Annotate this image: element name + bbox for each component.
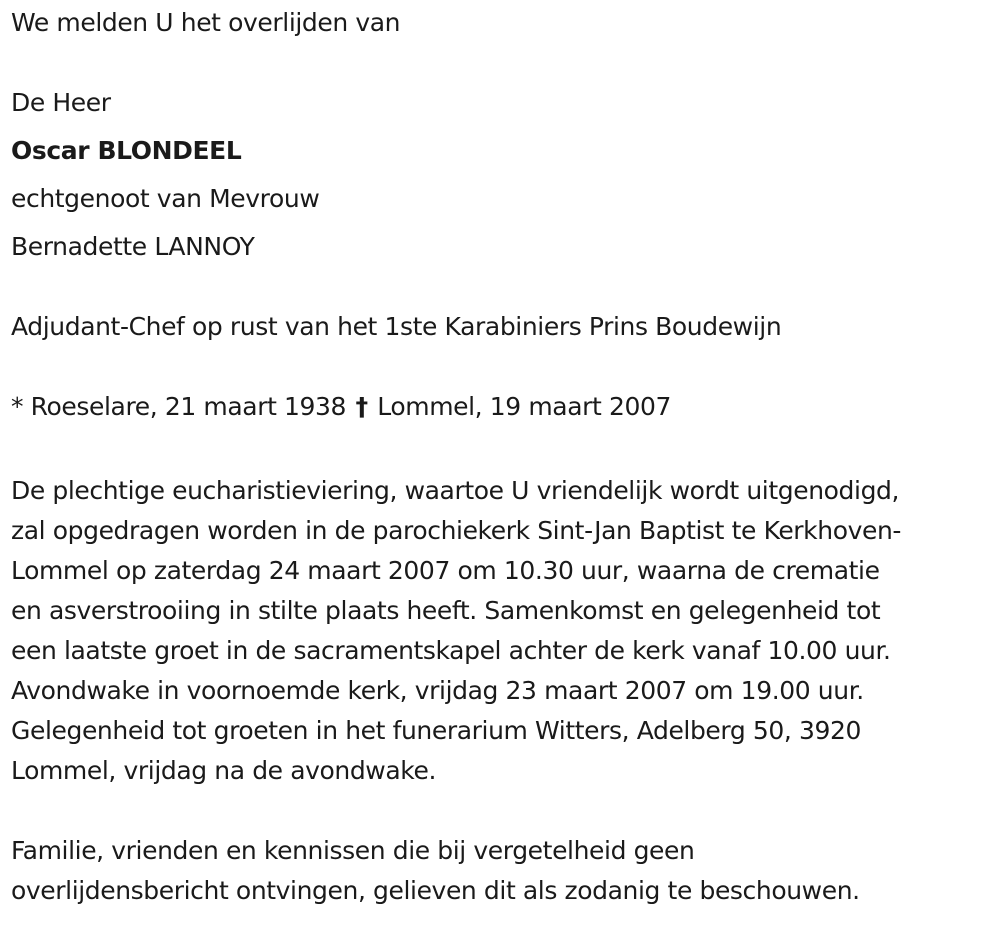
spouse-label: echtgenoot van Mevrouw [11, 184, 320, 213]
death-text: Lommel, 19 maart 2007 [377, 392, 671, 421]
ceremony-line: en asverstrooiing in stilte plaats heeft. Samenkomst en gelegenheid tot [11, 596, 881, 625]
ceremony-line: Lommel, vrijdag na de avondwake. [11, 756, 436, 785]
life-dates [11, 392, 671, 421]
closing-paragraph [11, 831, 860, 911]
birth-text: * Roeselare, 21 maart 1938 [11, 392, 347, 421]
ceremony-paragraph [11, 471, 901, 791]
rank-text: Adjudant-Chef op rust van het 1ste Karabiniers Prins Boudewijn [11, 312, 782, 341]
closing-line: overlijdensbericht ontvingen, gelieven dit als zodanig te beschouwen. [11, 876, 860, 905]
intro-text: We melden U het overlijden van [11, 8, 401, 37]
ceremony-line: zal opgedragen worden in de parochiekerk Sint-Jan Baptist te Kerkhoven- [11, 516, 902, 545]
ceremony-line: Avondwake in voornoemde kerk, vrijdag 23 maart 2007 om 19.00 uur. [11, 676, 864, 705]
cross-icon: † [355, 392, 368, 421]
honorific: De Heer [11, 88, 111, 117]
ceremony-line: Gelegenheid tot groeten in het funerarium Witters, Adelberg 50, 3920 [11, 716, 861, 745]
deceased-name: Oscar BLONDEEL [11, 136, 242, 165]
ceremony-line: een laatste groet in de sacramentskapel achter de kerk vanaf 10.00 uur. [11, 636, 891, 665]
closing-line: Familie, vrienden en kennissen die bij vergetelheid geen [11, 836, 695, 865]
ceremony-line: De plechtige eucharistieviering, waartoe U vriendelijk wordt uitgenodigd, [11, 476, 900, 505]
spouse-name: Bernadette LANNOY [11, 232, 255, 261]
ceremony-line: Lommel op zaterdag 24 maart 2007 om 10.30 uur, waarna de crematie [11, 556, 880, 585]
